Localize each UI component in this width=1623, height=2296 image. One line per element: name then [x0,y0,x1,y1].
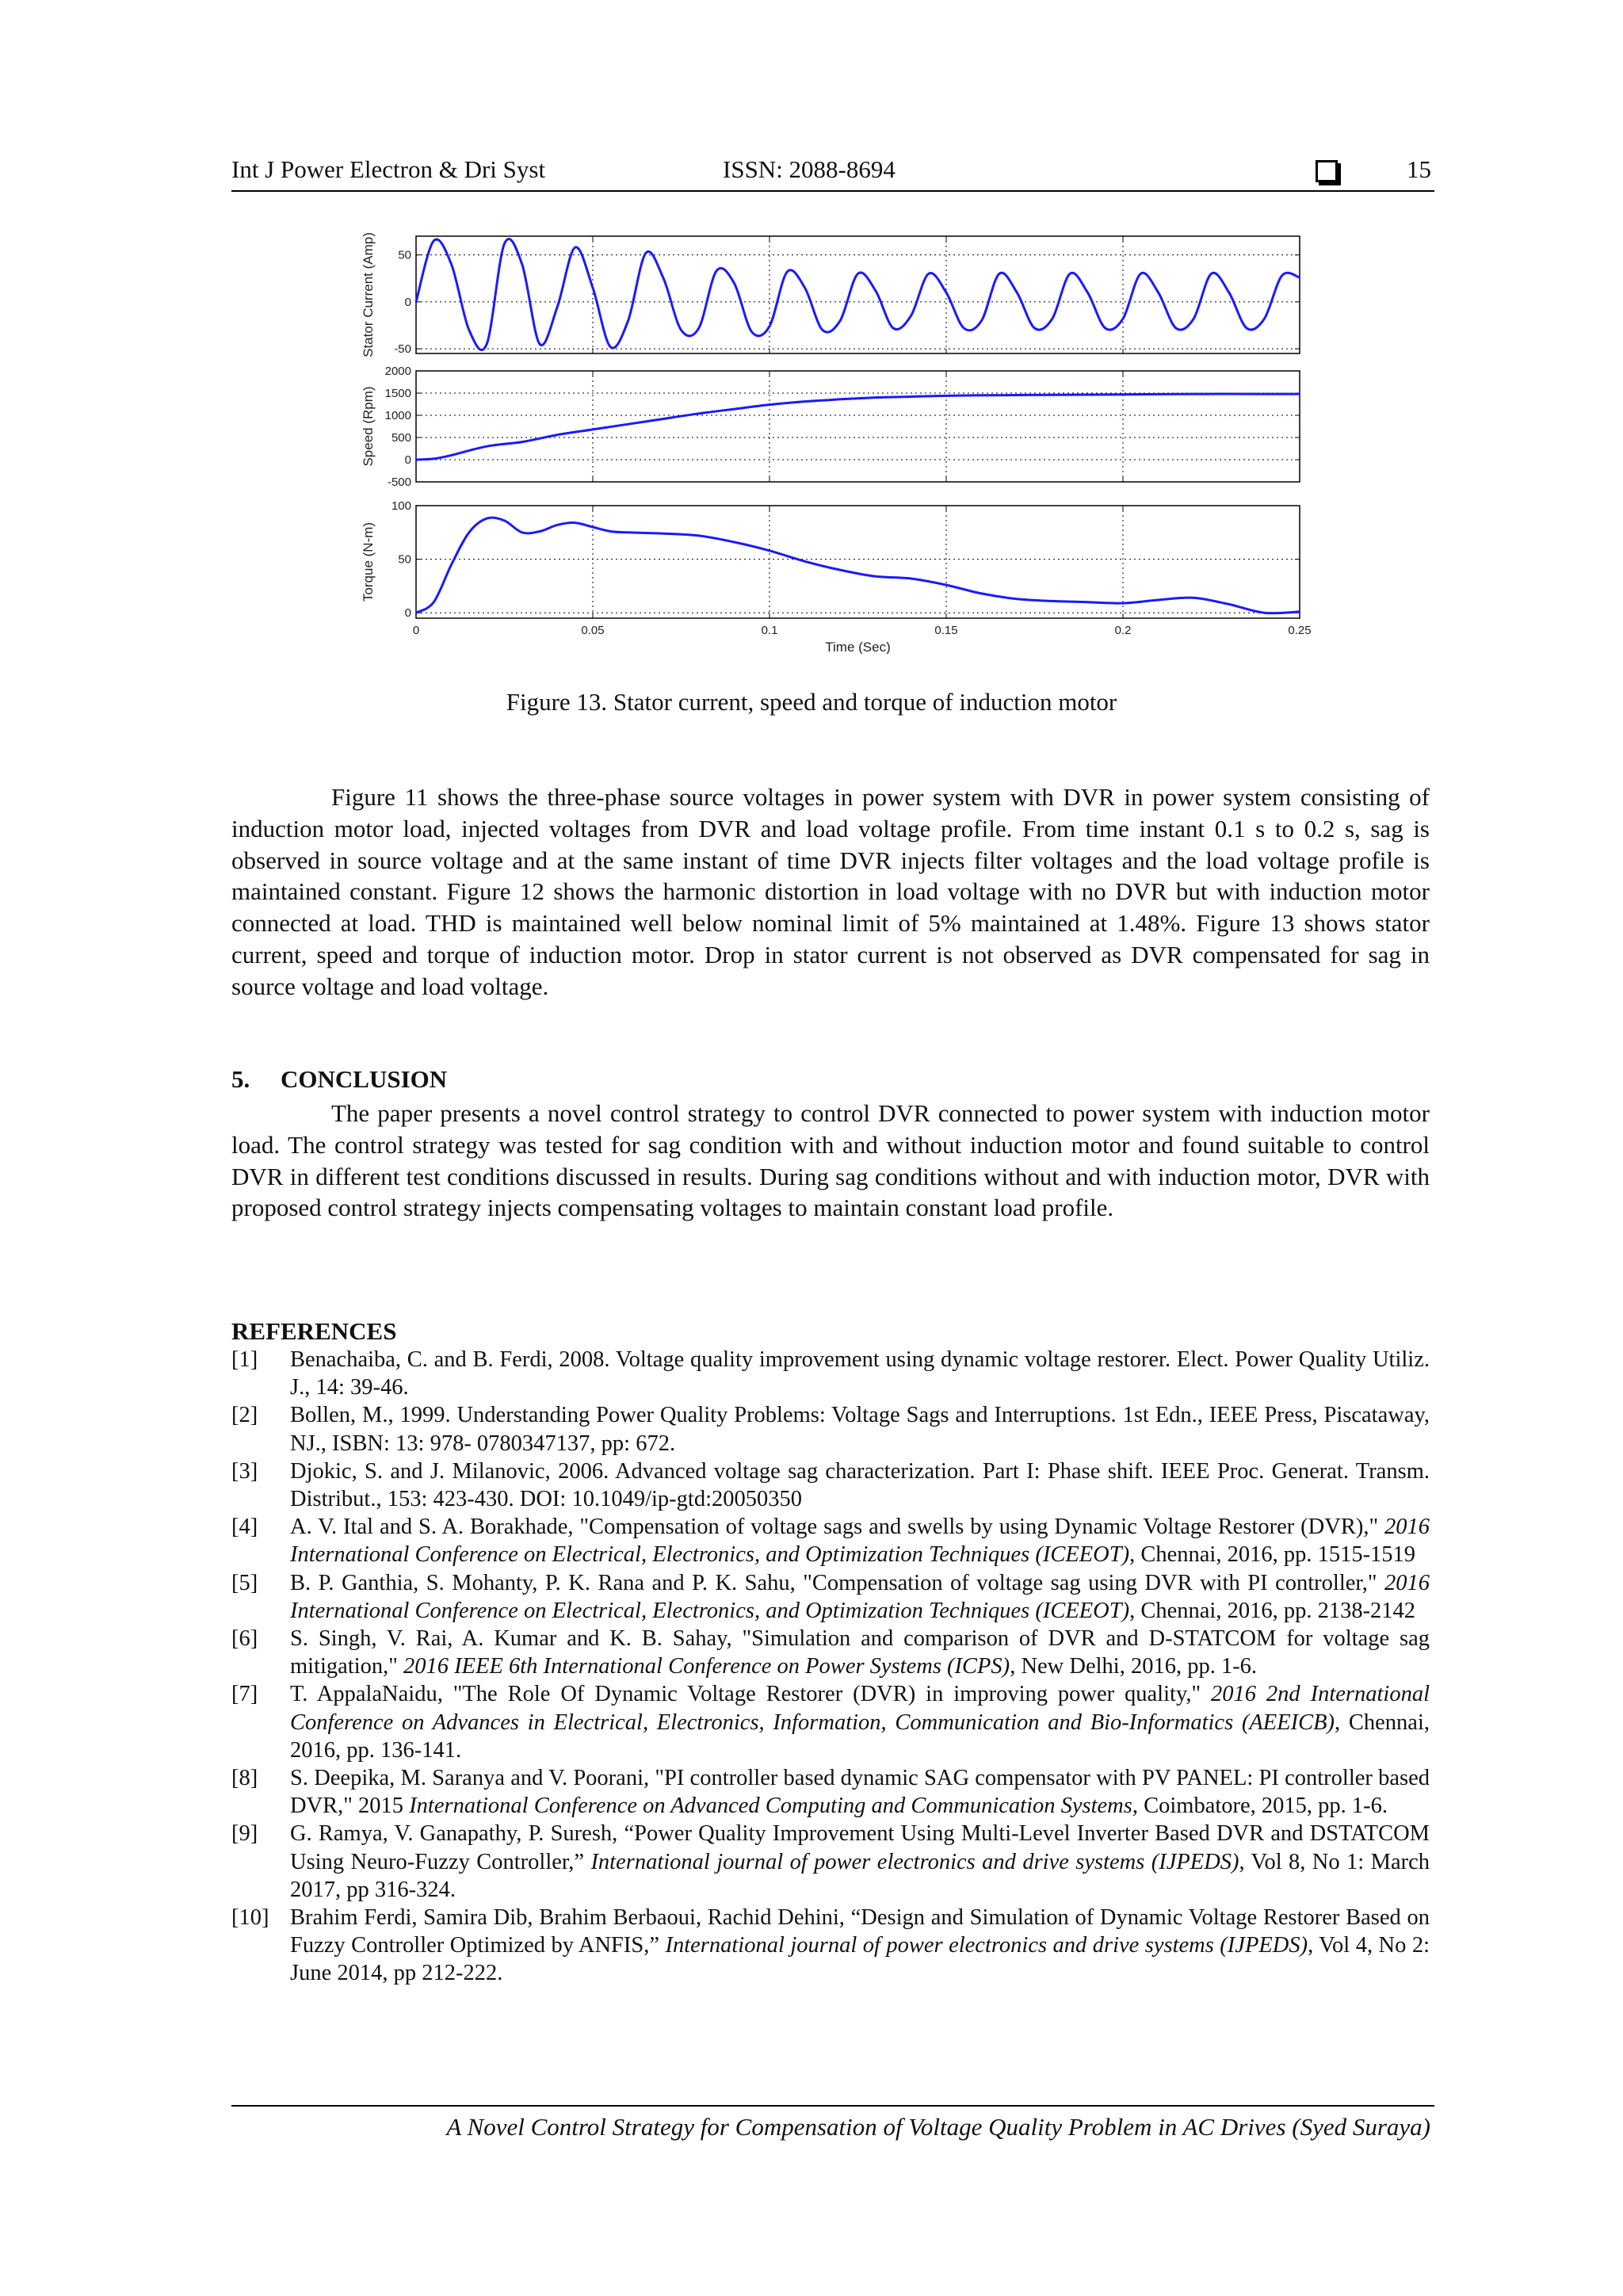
body-paragraph: Figure 11 shows the three-phase source voltages in power system with DVR in power system consisting of induction motor load, injected voltages from DVR and load voltage profile. From time instant 0.1 s to 0.2 s, sag is observed in source voltage and at the same instant of time DVR injects filter voltages and the load voltage profile is maintained constant. Figure 12 shows the harmonic distortion in load voltage with no DVR but with induction motor connected at load. THD is maintained well below nominal limit of 5% maintained at 1.48%. Figure 13 shows stator current, speed and torque of induction motor. Drop in stator current is not observed as DVR compensated for sag in source voltage and load voltage. [231,783,1430,1000]
figure-13-chart [341,222,1323,654]
reference-number: [8] [231,1766,258,1791]
x-tick-label: 0.25 [1288,624,1312,637]
torque-ylabel: Torque (N-m) [361,521,376,602]
reference-number: [9] [231,1821,258,1847]
reference-item [231,1569,1430,1625]
reference-text: , New Delhi, 2016, pp. 1-6. [1010,1654,1258,1679]
reference-number: [6] [231,1626,258,1652]
y-tick-label: 0 [404,453,411,467]
running-title: A Novel Control Strategy for Compensation of Voltage Quality Problem in AC Drives (Syed Suraya) [446,2113,1430,2141]
reference-item [231,1904,1430,1988]
reference-item [231,1457,1430,1513]
y-tick-label: 50 [398,552,411,567]
x-tick-label: 0.2 [1114,624,1132,637]
y-tick-label: 0 [404,606,411,621]
reference-number: [4] [231,1515,258,1540]
reference-item [231,1401,1430,1457]
reference-item [231,1513,1430,1568]
reference-text: , Chennai, 2016, pp. 2138-2142 [1129,1598,1416,1623]
reference-text: G. Ramya, V. Ganapathy, P. Suresh, “Power Quality Improvement Using Multi-Level Inverter Based DVR and DSTATCOM Using Neuro-Fuzzy Controller,” [290,1821,1430,1874]
reference-text: Benachaiba, C. and B. Ferdi, 2008. Voltage quality improvement using dynamic voltage restorer. Elect. Power Quality Utiliz. J., 14: 39-46. [290,1347,1430,1400]
reference-text: A. V. Ital and S. A. Borakhade, "Compensation of voltage sags and swells by using Dynamic Voltage Restorer (DVR)," [290,1515,1384,1540]
reference-number: [3] [231,1458,258,1484]
reference-text: S. Singh, V. Rai, A. Kumar and K. B. Sahay, "Simulation and comparison of DVR and D-STATCOM for voltage sag mitigation," [290,1626,1430,1679]
reference-number: [5] [231,1570,258,1595]
conclusion-paragraph: The paper presents a novel control strategy to control DVR connected to power system with induction motor load. The control strategy was tested for sag condition with and without induction motor and found suitable to control DVR in different test conditions discussed in results. During sag conditions without and with induction motor, DVR with proposed control strategy injects compensating voltages to maintain constant load profile. [231,1099,1430,1222]
reference-item [231,1346,1430,1401]
reference-text: International Conference on Advanced Computing and Communication Systems [409,1794,1132,1819]
reference-item [231,1625,1430,1680]
reference-text: S. Deepika, M. Saranya and V. Poorani, "PI controller based dynamic SAG compensator with PV PANEL: PI controller based DVR," 2015 [290,1766,1430,1819]
conclusion-heading: 5. CONCLUSION [231,1065,448,1093]
reference-text: Brahim Ferdi, Samira Dib, Brahim Berbaoui, Rachid Dehini, “Design and Simulation of Dynamic Voltage Restorer Based on Fuzzy Controller Optimized by ANFIS,” [290,1905,1430,1958]
torque-axes [416,506,1300,618]
y-tick-label: 1500 [384,387,411,400]
reference-text: , Chennai, 2016, pp. 136-141. [290,1710,1430,1763]
y-tick-label: 100 [391,499,411,513]
reference-text: , Vol 8, No 1: March 2017, pp 316-324. [290,1849,1430,1902]
reference-number: [1] [231,1347,258,1372]
reference-text: 2016 2nd International Conference on Advances in Electrical, Electronics, Information, Communication and Bio-Informatics (AEEICB) [290,1682,1430,1735]
stator-current-ylabel: Stator Current (Amp) [361,232,376,357]
y-tick-label: 2000 [384,365,411,378]
x-tick-label: 0.15 [934,624,958,637]
reference-text: T. AppalaNaidu, "The Role Of Dynamic Voltage Restorer (DVR) in improving power quality," [290,1682,1212,1707]
y-tick-label: 50 [398,248,411,262]
footer-rule [231,2105,1434,2107]
x-tick-label: 0.05 [581,624,605,637]
reference-text: 2016 International Conference on Electrical, Electronics, and Optimization Techniques (ICEEOT) [290,1515,1430,1568]
references-heading: REFERENCES [231,1317,397,1345]
reference-number: [10] [231,1905,269,1931]
issn: ISSN: 2088-8694 [723,155,896,183]
reference-text: 2016 International Conference on Electrical, Electronics, and Optimization Techniques (ICEEOT) [290,1570,1430,1623]
reference-text: 2016 IEEE 6th International Conference on Power Systems (ICPS) [403,1654,1010,1679]
reference-text: , Vol 4, No 2: June 2014, pp 212-222. [290,1933,1430,1986]
reference-text: International journal of power electronics and drive systems (IJPEDS) [665,1933,1308,1958]
x-tick-label: 0.1 [761,624,778,637]
reference-text: International journal of power electronics and drive systems (IJPEDS) [590,1849,1239,1874]
y-tick-label: 0 [404,295,411,309]
reference-text: , Chennai, 2016, pp. 1515-1519 [1129,1542,1416,1568]
reference-text: Bollen, M., 1999. Understanding Power Quality Problems: Voltage Sags and Interruptions. 1st Edn., IEEE Press, Piscataway, NJ., ISBN: 13: 978- 0780347137, pp: 672. [290,1403,1430,1456]
y-tick-label: 1000 [384,409,411,422]
reference-text: , Coimbatore, 2015, pp. 1-6. [1132,1794,1388,1819]
y-tick-label: -500 [387,476,411,489]
page-header [231,155,1434,192]
reference-list [231,1346,1430,1988]
y-tick-label: 500 [391,431,411,445]
reference-item [231,1764,1430,1820]
x-tick-label: 0 [412,624,420,637]
reference-text: Djokic, S. and J. Milanovic, 2006. Advanced voltage sag characterization. Part I: Phase shift. IEEE Proc. Generat. Transm. Distribut., 153: 423-430. DOI: 10.1049/ip-gtd:20050350 [290,1458,1430,1512]
page-number: 15 [1407,155,1431,183]
x-axis-label: Time (Sec) [825,640,891,654]
speed-axes [416,371,1300,482]
reference-item [231,1680,1430,1764]
figure-caption: Figure 13. Stator current, speed and torque of induction motor [506,688,1117,716]
reference-text: B. P. Ganthia, S. Mohanty, P. K. Rana and P. K. Sahu, "Compensation of voltage sag using DVR with PI controller," [290,1570,1384,1595]
reference-number: [2] [231,1403,258,1428]
reference-number: [7] [231,1682,258,1707]
reference-item [231,1820,1430,1904]
y-tick-label: -50 [394,342,411,357]
speed-ylabel: Speed (Rpm) [361,386,376,467]
journal-name: Int J Power Electron & Dri Syst [231,155,546,183]
